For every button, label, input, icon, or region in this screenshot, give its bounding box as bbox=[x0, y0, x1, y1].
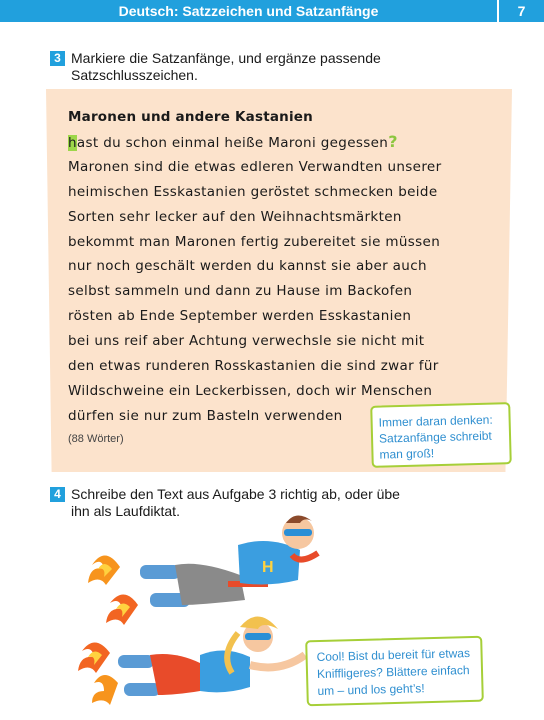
story-line: Wildschweine ein Leckerbissen, doch wir Menschen bbox=[68, 382, 433, 399]
question-mark: ? bbox=[388, 132, 398, 151]
encouragement-note: Cool! Bist du bereit für etwas Kniffligeres? Blättere einfach um – und los geht’s! bbox=[305, 636, 484, 707]
page-number: 7 bbox=[499, 0, 544, 22]
reminder-note: Immer daran denken: Satzanfänge schreibt man groß! bbox=[370, 402, 512, 468]
story-line: den etwas runderen Rosskastanien die sind zwar für bbox=[68, 358, 439, 375]
highlighted-sentence-start: h bbox=[68, 135, 77, 151]
story-line: selbst sammeln und dann zu Hause im Backofen bbox=[68, 283, 413, 300]
story-line-text: ast du schon einmal heiße Maroni gegessen bbox=[76, 135, 389, 151]
page-header: Deutsch: Satzzeichen und Satzanfänge bbox=[0, 0, 497, 22]
story-text bbox=[68, 104, 488, 445]
story-line bbox=[68, 130, 488, 155]
task-number-badge: 4 bbox=[50, 487, 65, 502]
story-line: Sorten sehr lecker auf den Weihnachtsmärkten bbox=[68, 208, 402, 225]
hero-badge: H bbox=[262, 559, 274, 576]
story-line: rösten ab Ende September werden Esskastanien bbox=[68, 308, 412, 325]
task-instruction: Schreibe den Text aus Aufgabe 3 richtig ab, oder übe ihn als Laufdiktat. bbox=[71, 486, 400, 519]
story-line: nur noch geschält werden du kannst sie aber auch bbox=[68, 258, 427, 275]
flying-heroes-illustration bbox=[0, 505, 320, 720]
word-count: (88 Wörter) bbox=[68, 432, 124, 445]
story-line: bei uns reif aber Achtung verwechsle sie nicht mit bbox=[68, 333, 425, 350]
story-line: Maronen sind die etwas edleren Verwandten unserer bbox=[68, 158, 442, 175]
story-line: dürfen sie nur zum Basteln verwenden bbox=[68, 407, 343, 424]
story-title: Maronen und andere Kastanien bbox=[68, 109, 313, 125]
story-line: bekommt man Maronen fertig zubereitet sie müssen bbox=[68, 233, 441, 250]
task-number-badge: 3 bbox=[50, 51, 65, 66]
task-instruction: Markiere die Satzanfänge, und ergänze passende Satzschlusszeichen. bbox=[71, 50, 381, 83]
story-line: heimischen Esskastanien geröstet schmecken beide bbox=[68, 183, 438, 200]
